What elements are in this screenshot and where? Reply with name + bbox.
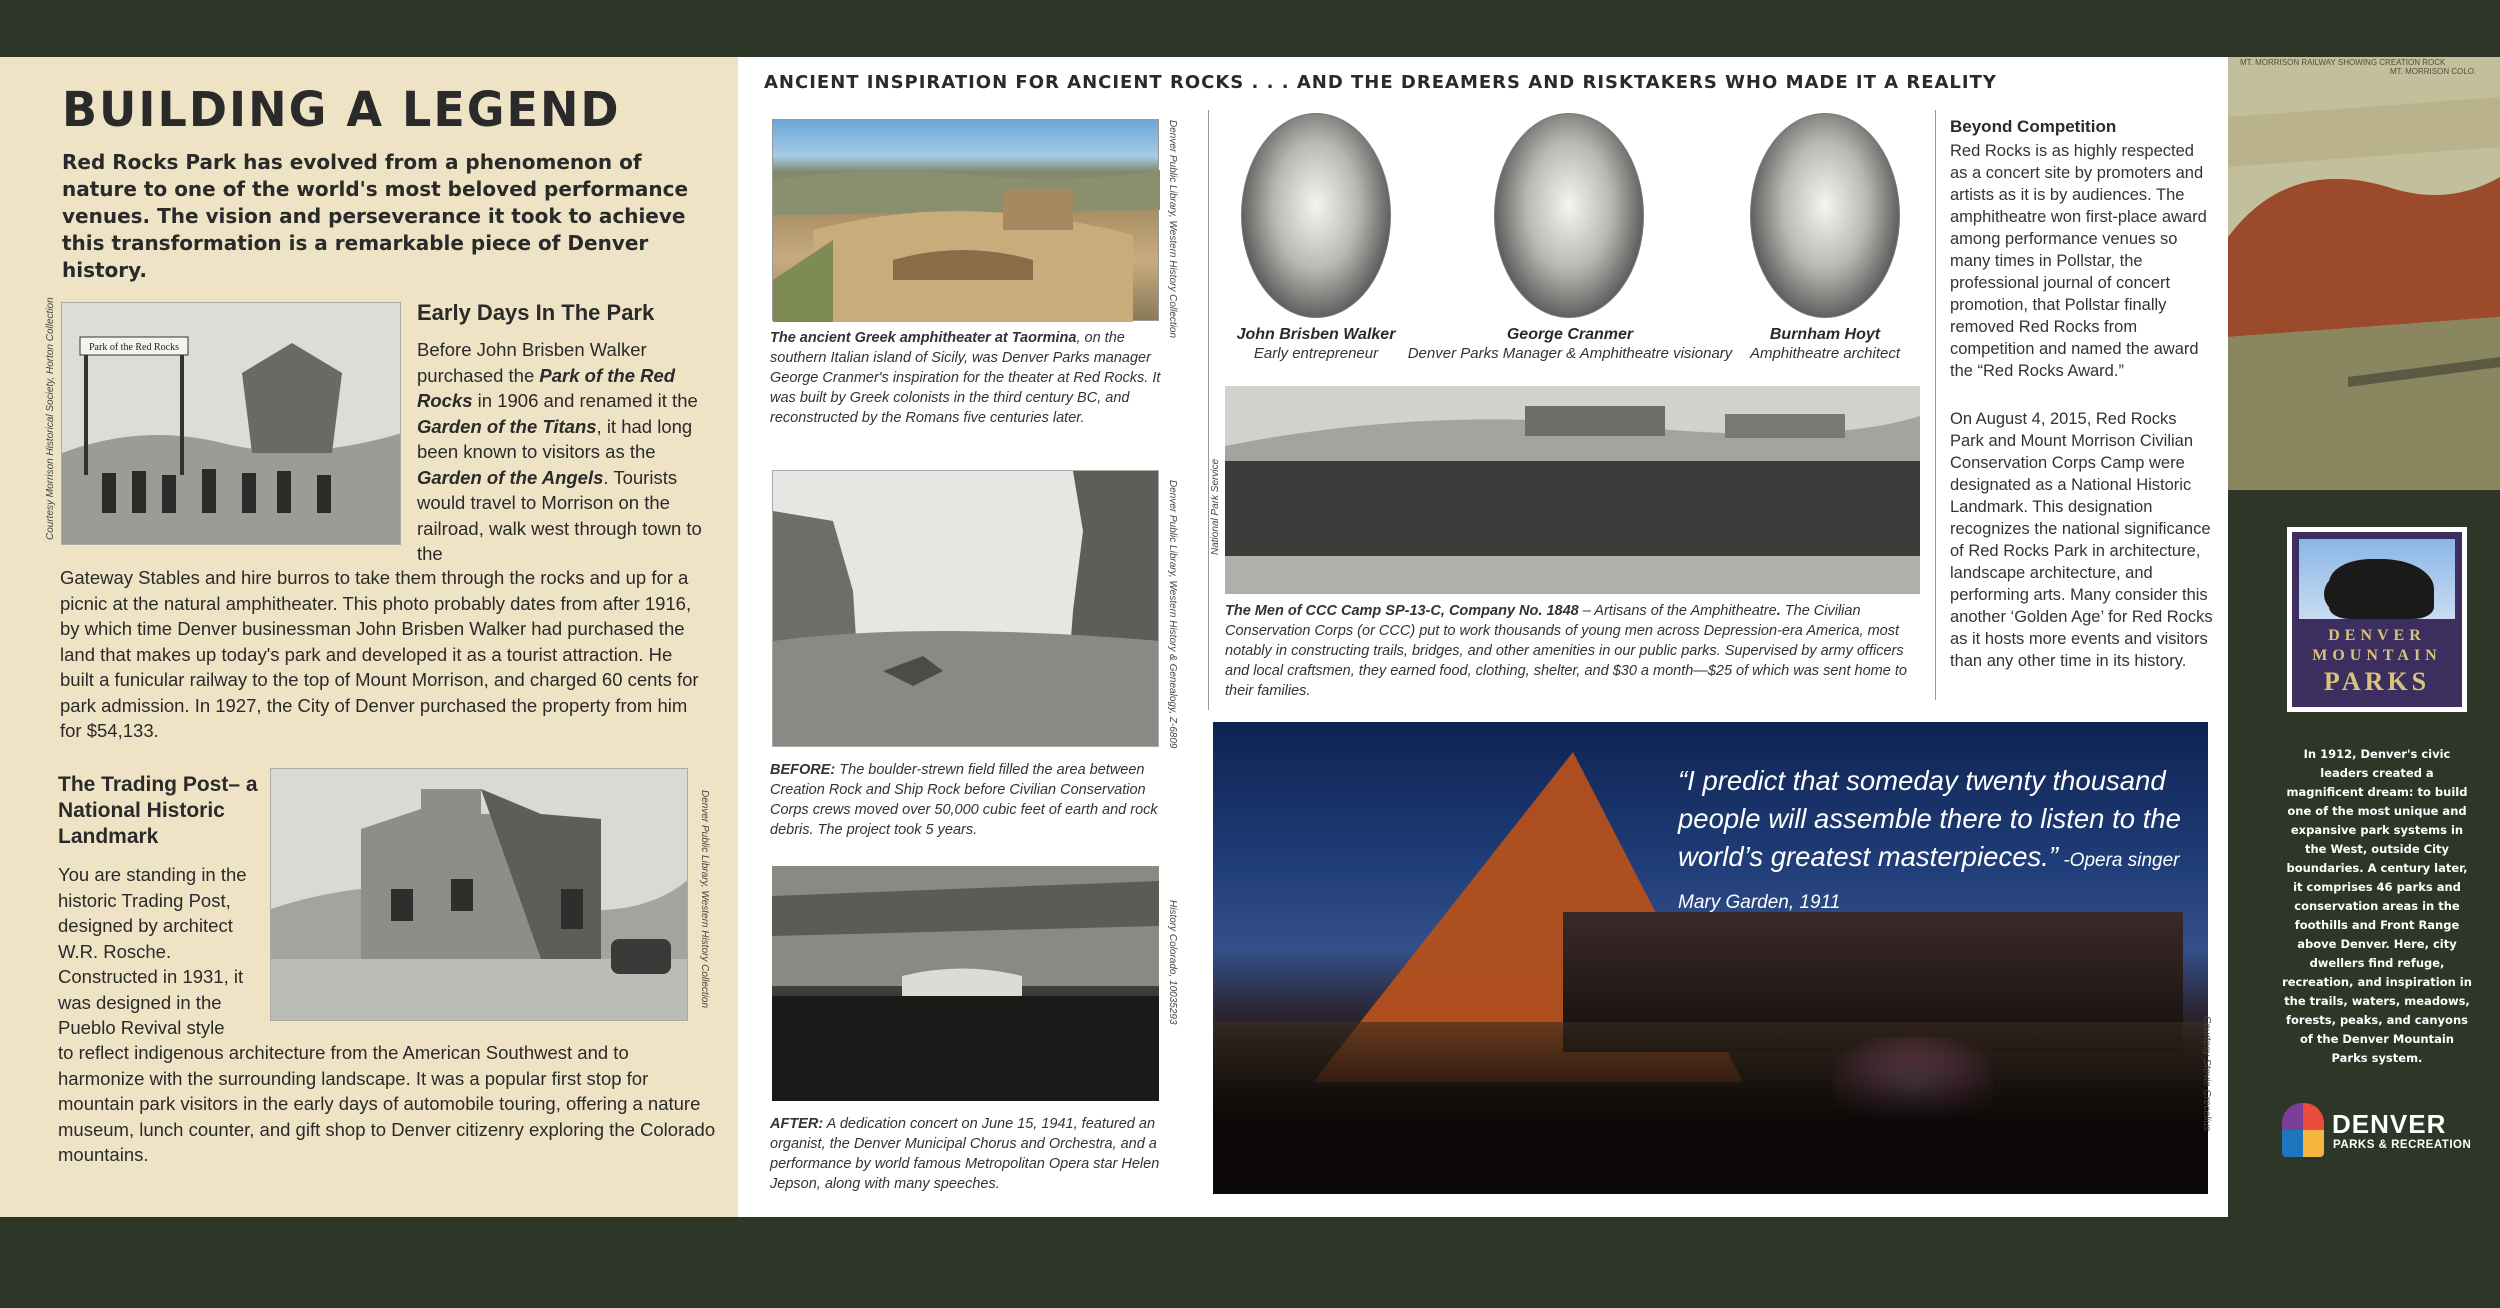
logo-denver-text: DENVER xyxy=(2332,1109,2447,1139)
trading-post-text-bottom: to reflect indigenous architecture from the American Southwest and to harmonize with the surrounding landscape. It was a popular first stop for mountain park visitors in the early days of automobile touring, offering a nature museum, lunch counter, and gift shop to Denver citizenry exploring the Colorado mountains. xyxy=(58,1042,716,1165)
before-illustration xyxy=(773,471,1159,747)
beyond-competition-heading: Beyond Competition xyxy=(1950,117,2117,136)
postcard-illustration xyxy=(2228,57,2500,490)
dmp-word-3: PARKS xyxy=(2323,667,2431,696)
portrait-cranmer xyxy=(1494,113,1644,318)
trading-post-heading: The Trading Post– a National Historic Landmark xyxy=(58,773,258,848)
page-title: BUILDING A LEGEND xyxy=(62,80,621,138)
portrait-walker xyxy=(1241,113,1391,318)
intro-paragraph: Red Rocks Park has evolved from a phenomenon of nature to one of the world's most beloved performance venues. The vision and perseverance it took to achieve this transformation is a remarkable piece of Denver history. xyxy=(62,150,689,282)
ccc-credit: National Park Service xyxy=(1210,458,1221,555)
bison-head-icon xyxy=(2324,574,2364,614)
denver-parks-recreation-logo xyxy=(2282,1103,2497,1159)
section-banner: ANCIENT INSPIRATION FOR ANCIENT ROCKS . . . AND THE DREAMERS AND RISKTAKERS WHO MADE IT A REALITY xyxy=(764,72,1997,93)
landmark-text: On August 4, 2015, Red Rocks Park and Mount Morrison Civilian Conservation Corps Camp were designated as a National Historic Landmark. This designation recognizes the national significance of Red Rocks Park in architecture, landscape architecture, and performing arts. Many consider this another ‘Golden Age’ for Red Rocks as it hosts more events and visitors than any other time in its history. xyxy=(1950,410,2213,670)
portrait-role: Amphitheatre architect xyxy=(1749,345,1901,362)
quote-attribution: -Opera singer Mary Garden, 1911 xyxy=(1678,850,2180,913)
denver-logo-mark-icon xyxy=(2282,1103,2324,1157)
before-photo xyxy=(772,470,1159,747)
quote xyxy=(1678,762,2198,922)
taormina-credit: Denver Public Library, Western History Collection xyxy=(1167,120,1178,339)
crowd-shape xyxy=(1213,1022,2208,1194)
before-caption: BEFORE: The boulder-strewn field filled the area between Creation Rock and Ship Rock before Civilian Conservation Corps crews moved over 50,000 cubic feet of earth and rock debris. The project took 5 years. xyxy=(770,762,1158,838)
trading-post-text-top: You are standing in the historic Trading Post, designed by architect W.R. Rosche. Constructed in 1931, it was designed in the Pueblo Revival style xyxy=(58,864,247,1038)
ccc-group-photo xyxy=(1225,386,1920,594)
ccc-caption: The Men of CCC Camp SP-13-C, Company No. 1848 – Artisans of the Amphitheatre. The Civilian Conservation Corps (or CCC) put to work thousands of young men across Depression-era America, most notably in constructing trails, bridges, and other amenities in our public parks. Supervised by army officers and local craftsmen, they earned food, clothing, shelter, and $30 a month—$25 of which was sent home to their families. xyxy=(1225,603,1907,699)
postcard-caption-line: MT. MORRISON RAILWAY SHOWING CREATION ROCK xyxy=(2240,58,2446,67)
early-days-heading: Early Days In The Park xyxy=(417,300,655,325)
concert-credit: Courtesy Stevie Crecelius xyxy=(2201,1016,2212,1132)
dmp-word-1: DENVER xyxy=(2328,627,2426,644)
early-days-photo xyxy=(61,302,401,545)
trading-post-photo xyxy=(270,768,688,1021)
dmp-description: In 1912, Denver's civic leaders created a magnificent dream: to build one of the most unique and expansive park systems in the West, outside City boundaries. A century later, it comprises 46 parks and conservation areas in the foothills and Front Range above Denver. Here, city dwellers find refuge, recreation, and inspiration in the trails, waters, meadows, forests, peaks, and canyons of the Denver Mountain Parks system. xyxy=(2282,747,2472,1065)
early-days-illustration xyxy=(62,303,401,545)
column-divider xyxy=(1208,110,1209,710)
postcard-caption xyxy=(2240,58,2476,76)
early-photo-credit: Courtesy Morrison Historical Society, Horton Collection xyxy=(45,297,56,540)
portrait-name: Burnham Hoyt xyxy=(1769,326,1881,343)
denver-mountain-parks-logo xyxy=(2287,527,2467,712)
after-credit: History Colorado, 10035293 xyxy=(1167,900,1178,1025)
column-divider-right xyxy=(1935,110,1936,700)
portrait-name: George Cranmer xyxy=(1506,326,1634,343)
trading-post-credit: Denver Public Library, Western History Collection xyxy=(699,790,710,1009)
photo-sign-text: Park of the Red Rocks xyxy=(89,342,179,353)
taormina-caption: The ancient Greek amphitheater at Taormina, on the southern Italian island of Sicily, was Denver Parks manager George Cranmer's inspiration for the theater at Red Rocks. It was built by Greek colonists in the third century BC, and reconstructed by the Romans five centuries later. xyxy=(770,330,1161,426)
taormina-photo xyxy=(772,119,1159,321)
portrait-hoyt xyxy=(1750,113,1900,318)
trading-post-illustration xyxy=(271,769,688,1021)
portrait-role: Denver Parks Manager & Amphitheatre visionary xyxy=(1407,345,1733,362)
dmp-word-2: MOUNTAIN xyxy=(2312,647,2442,664)
vintage-postcard xyxy=(2228,57,2500,490)
postcard-caption-line-2: MT. MORRISON COLO. xyxy=(2390,67,2477,76)
dmp-sky xyxy=(2299,539,2455,619)
after-caption: AFTER: A dedication concert on June 15, 1941, featured an organist, the Denver Municipal Chorus and Orchestra, and a performance by world famous Metropolitan Opera star Helen Jepson, along with many speeches. xyxy=(770,1116,1160,1192)
portrait-role: Early entrepreneur xyxy=(1253,345,1379,362)
logo-subtitle: PARKS & RECREATION xyxy=(2333,1139,2472,1151)
dmp-logo-inner xyxy=(2292,532,2462,707)
after-illustration xyxy=(772,866,1159,1101)
ccc-illustration xyxy=(1225,386,1920,594)
taormina-illustration xyxy=(773,120,1160,322)
quote-text: “I predict that someday twenty thousand people will assemble there to listen to the world’s greatest masterpieces.” xyxy=(1678,765,2181,872)
after-photo xyxy=(772,866,1159,1101)
portrait-name: John Brisben Walker xyxy=(1236,326,1396,343)
early-days-text-bottom: Gateway Stables and hire burros to take them through the rocks and up for a picnic at the natural amphitheater. This photo probably dates from after 1916, by which time Denver businessman John Brisben Walker had purchased the land that makes up today's park and developed it as a tourist attraction. He built a funicular railway to the top of Mount Morrison, and charged 60 cents for park admission. In 1927, the City of Denver purchased the property from him for $54,133. xyxy=(60,567,699,741)
before-credit: Denver Public Library, Western History & Genealogy, Z-6809 xyxy=(1167,480,1178,749)
beyond-competition-text: Red Rocks is as highly respected as a concert site by promoters and artists as it is by audiences. The amphitheatre won first-place award among performance venues so many times in Pollstar, the professional journal of concert promotion, that Pollstar finally removed Red Rocks from competition and named the award the “Red Rocks Award.” xyxy=(1950,142,2207,380)
early-days-text-top: Before John Brisben Walker purchased the Park of the Red Rocks in 1906 and renamed it the Garden of the Titans, it had long been known to visitors as the Garden of the Angels. Tourists would travel to Morrison on the railroad, walk west through town to the xyxy=(417,339,702,564)
